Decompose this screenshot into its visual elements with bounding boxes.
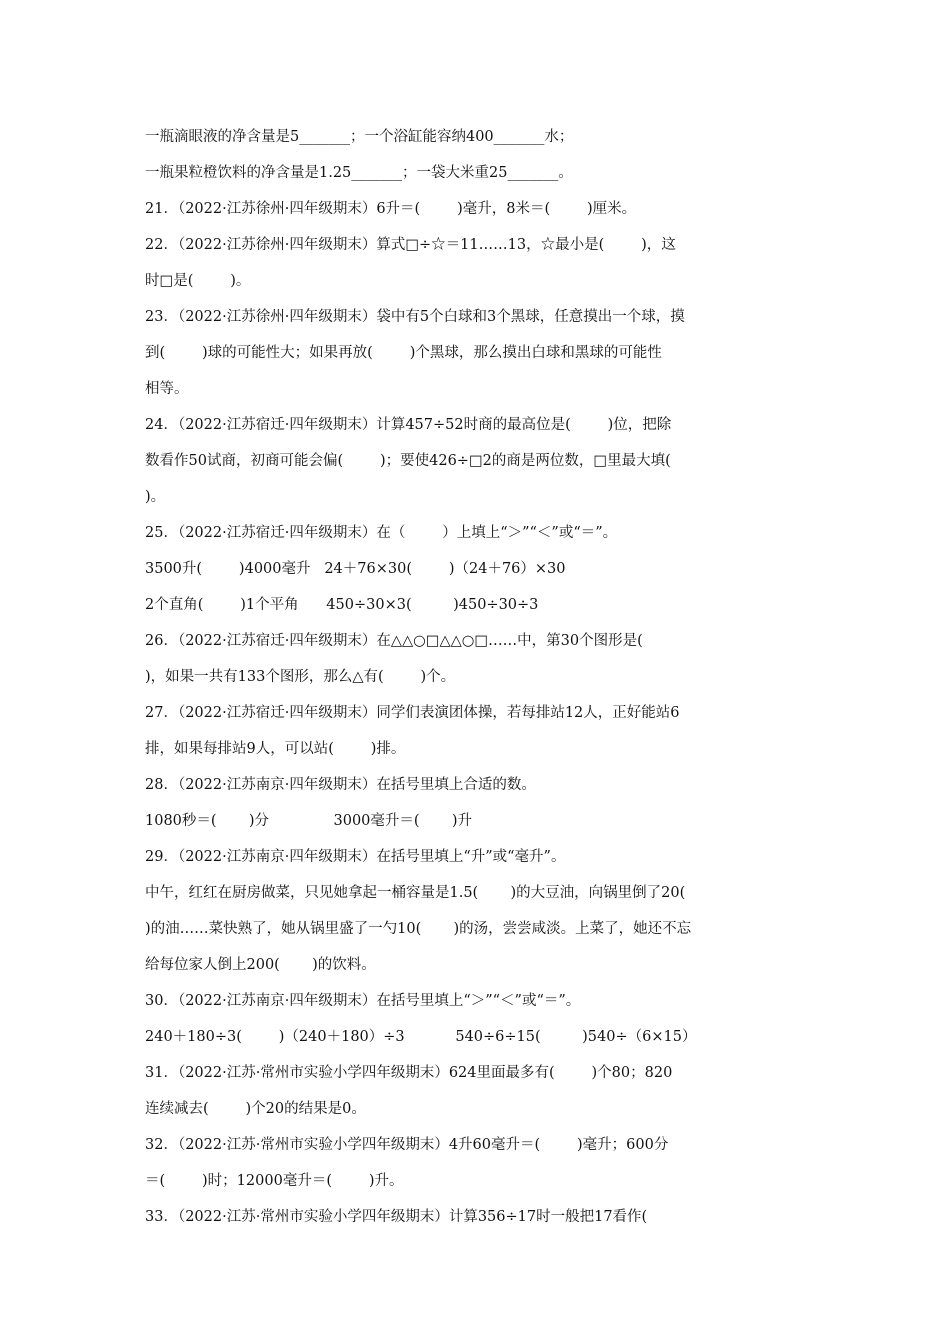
question-25: 25．（2022·江苏宿迁·四年级期末）在（ ）上填上“＞”“＜”或“＝”。 xyxy=(145,525,618,541)
text-line: 排，如果每排站9人，可以站( )排。 xyxy=(145,741,406,757)
text-line: 一瓶果粒橙饮料的净含量是1.25_______；一袋大米重25_______。 xyxy=(145,165,573,181)
question-21: 21．（2022·江苏徐州·四年级期末）6升＝( )毫升，8米＝( )厘米。 xyxy=(145,201,637,217)
text-line: 3500升( )4000毫升 24＋76×30( )（24＋76）×30 xyxy=(145,561,566,577)
text-line: 给每位家人倒上200( )的饮料。 xyxy=(145,957,376,973)
question-27: 27．（2022·江苏宿迁·四年级期末）同学们表演团体操，若每排站12人，正好能站6 xyxy=(145,705,680,721)
question-30: 30．（2022·江苏南京·四年级期末）在括号里填上“＞”“＜”或“＝”。 xyxy=(145,993,581,1009)
text-line: ＝( )时；12000毫升＝( )升。 xyxy=(145,1173,404,1189)
text-line: 相等。 xyxy=(145,381,189,397)
question-32: 32．（2022·江苏·常州市实验小学四年级期末）4升60毫升＝( )毫升；600分 xyxy=(145,1137,669,1153)
text-line: 1080秒＝( )分 3000毫升＝( )升 xyxy=(145,813,472,829)
text-line: 中午，红红在厨房做菜，只见她拿起一桶容量是1.5( )的大豆油，向锅里倒了20( xyxy=(145,885,686,901)
question-28: 28．（2022·江苏南京·四年级期末）在括号里填上合适的数。 xyxy=(145,777,536,793)
text-line: )，如果一共有133个图形，那么△有( )个。 xyxy=(145,669,456,685)
text-line: )的油……菜快熟了，她从锅里盛了一勺10( )的汤，尝尝咸淡。上菜了，她还不忘 xyxy=(145,921,692,937)
text-line: 数看作50试商，初商可能会偏( )；要使426÷□2的商是两位数，□里最大填( xyxy=(145,453,671,469)
text-line: 一瓶滴眼液的净含量是5_______；一个浴缸能容纳400_______水； xyxy=(145,129,574,145)
text-line: )。 xyxy=(145,489,166,505)
question-26: 26．（2022·江苏宿迁·四年级期末）在△△○□△△○□……中，第30个图形是( xyxy=(145,633,643,649)
text-line: 连续减去( )个20的结果是0。 xyxy=(145,1101,366,1117)
question-24: 24．（2022·江苏宿迁·四年级期末）计算457÷52时商的最高位是( )位，把除 xyxy=(145,417,672,433)
question-22: 22．（2022·江苏徐州·四年级期末）算式□÷☆＝11……13，☆最小是( )，这 xyxy=(145,237,676,253)
question-33: 33．（2022·江苏·常州市实验小学四年级期末）计算356÷17时一般把17看作( xyxy=(145,1209,648,1225)
text-line: 时□是( )。 xyxy=(145,273,251,289)
question-23: 23．（2022·江苏徐州·四年级期末）袋中有5个白球和3个黑球，任意摸出一个球，摸 xyxy=(145,309,685,325)
text-line: 到( )球的可能性大；如果再放( )个黑球，那么摸出白球和黑球的可能性 xyxy=(145,345,662,361)
text-line: 240＋180÷3( )（240＋180）÷3 540÷6÷15( )540÷（6×15） xyxy=(145,1029,697,1045)
text-line: 2个直角( )1个平角 450÷30×3( )450÷30÷3 xyxy=(145,597,539,613)
question-31: 31．（2022·江苏·常州市实验小学四年级期末）624里面最多有( )个80；820 xyxy=(145,1065,673,1081)
question-29: 29．（2022·江苏南京·四年级期末）在括号里填上“升”或“毫升”。 xyxy=(145,849,566,865)
